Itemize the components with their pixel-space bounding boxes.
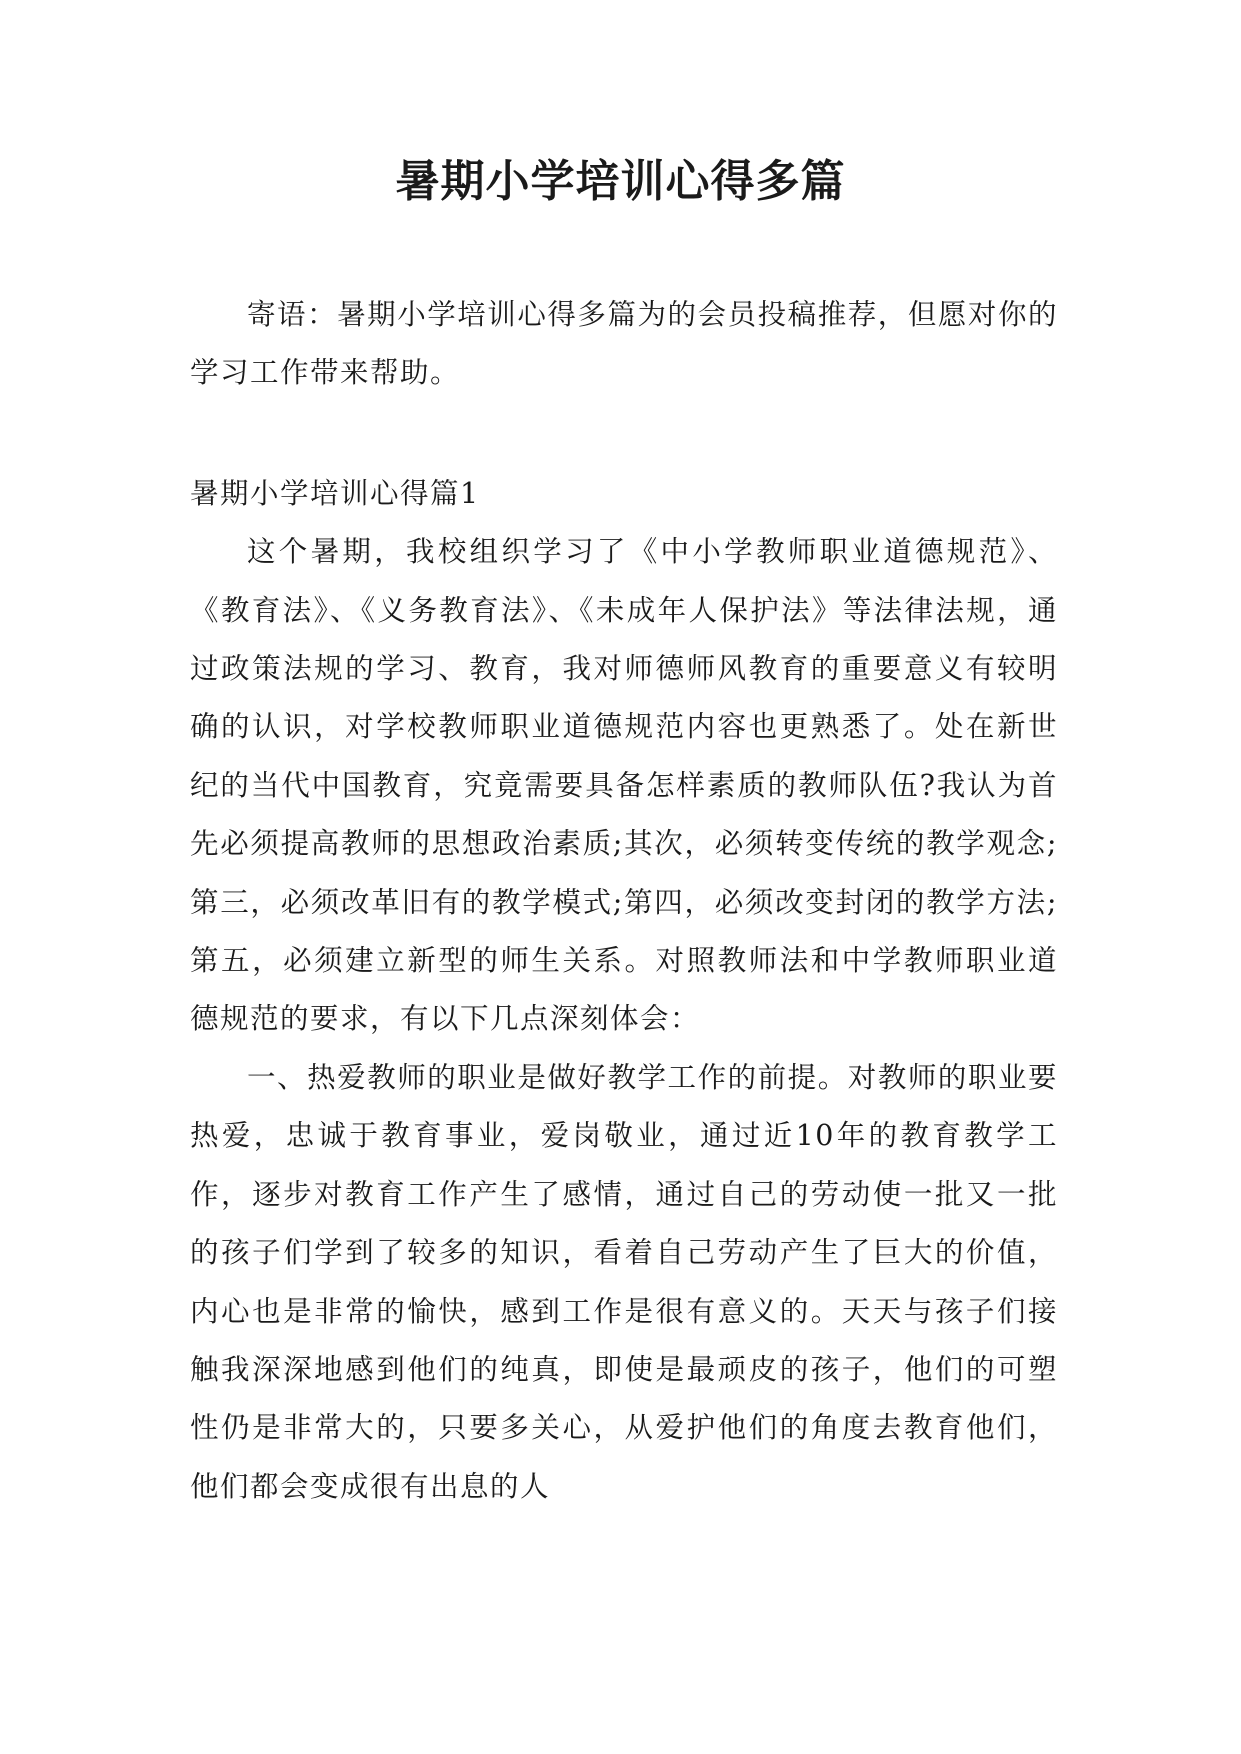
- body-paragraph-2: 一、热爱教师的职业是做好教学工作的前提。对教师的职业要热爱，忠诚于教育事业，爱岗敬业，通过近10年的教育教学工作，逐步对教育工作产生了感情，通过自己的劳动使一批又一批的孩子们学到了较多的知识，看着自己劳动产生了巨大的价值，内心也是非常的愉快，感到工作是很有意义的。天天与孩子们接触我深深地感到他们的纯真，即使是最顽皮的孩子，他们的可塑性仍是非常大的，只要多关心，从爱护他们的角度去教育他们，他们都会变成很有出息的人: [190, 1060, 1058, 1503]
- document-title: 暑期小学培训心得多篇: [395, 156, 846, 207]
- document-body: [190, 286, 1058, 1516]
- section-spacer: [190, 403, 1058, 465]
- body-paragraph-1: 这个暑期，我校组织学习了《中小学教师职业道德规范》、《教育法》、《义务教育法》、《未成年人保护法》等法律法规，通过政策法规的学习、教育，我对师德师风教育的重要意义有较明确的认识，对学校教师职业道德规范内容也更熟悉了。处在新世纪的当代中国教育，究竟需要具备怎样素质的教师队伍?我认为首先必须提高教师的思想政治素质;其次，必须转变传统的教学观念;第三，必须改革旧有的教学模式;第四，必须改变封闭的教学方法;第五，必须建立新型的师生关系。对照教师法和中学教师职业道德规范的要求，有以下几点深刻体会：: [190, 535, 1058, 1036]
- section-heading: 暑期小学培训心得篇1: [190, 476, 480, 510]
- preface-paragraph: 寄语：暑期小学培训心得多篇为的会员投稿推荐，但愿对你的学习工作带来帮助。: [190, 298, 1058, 390]
